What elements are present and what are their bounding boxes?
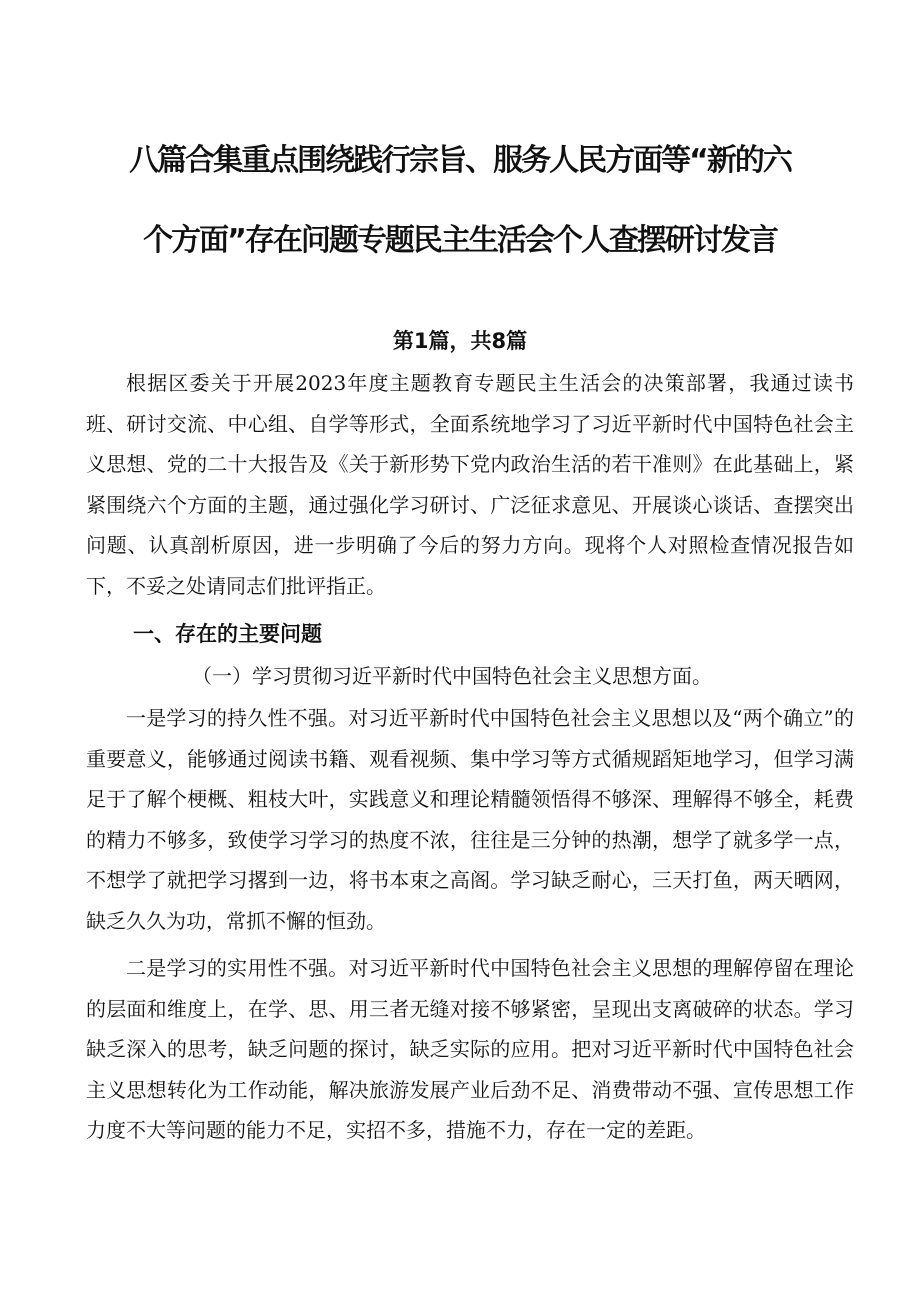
subsection-heading: （一）学习贯彻习近平新时代中国特色社会主义思想方面。 xyxy=(192,664,712,688)
body-paragraph-2: 二是学习的实用性不强。对习近平新时代中国特色社会主义思想的理解停留在理论的层面和维度上，在学、思、用三者无缝对接不够紧密，呈现出支离破碎的状态。学习缺乏深入的思考，缺乏问题的探讨，缺乏实际的应用。把对习近平新时代中国特色社会主义思想转化为工作动能，解决旅游发展产业后劲不足、消费带动不强、宣传思想工作力度不大等问题的能力不足，实招不多，措施不力，存在一定的差距。 xyxy=(86,956,854,1142)
document-title-line-2: 个方面”存在问题专题民主生活会个人查摆研讨发言 xyxy=(143,223,777,258)
document-title-line-1: 八篇合集重点围绕践行宗旨、服务人民方面等“新的六 xyxy=(129,143,791,178)
body-paragraph-1: 一是学习的持久性不强。对习近平新时代中国特色社会主义思想以及“两个确立”的重要意义，能够通过阅读书籍、观看视频、集中学习等方式循规蹈矩地学习，但学习满足于了解个梗概、粗枝大叶，实践意义和理论精髓领悟得不够深、理解得不够全，耗费的精力不够多，致使学习学习的热度不浓，往往是三分钟的热潮，想学了就多学一点，不想学了就把学习撂到一边，将书本束之高阁。学习缺乏耐心，三天打鱼，两天晒网，缺乏久久为功，常抓不懈的恒劲。 xyxy=(86,706,854,933)
section-heading: 一、存在的主要问题 xyxy=(133,622,322,646)
intro-paragraph: 根据区委关于开展2023年度主题教育专题民主生活会的决策部署，我通过读书班、研讨交流、中心组、自学等形式，全面系统地学习了习近平新时代中国特色社会主义思想、党的二十大报告及《关于新形势下党内政治生活的若干准则》在此基础上，紧紧围绕六个方面的主题，通过强化学习研讨、广泛征求意见、开展谈心谈话、查摆突出问题、认真剖析原因，进一步明确了今后的努力方向。现将个人对照检查情况报告如下，不妥之处请同志们批评指正。 xyxy=(86,371,854,598)
document-subtitle: 第1篇，共8篇 xyxy=(392,329,528,353)
